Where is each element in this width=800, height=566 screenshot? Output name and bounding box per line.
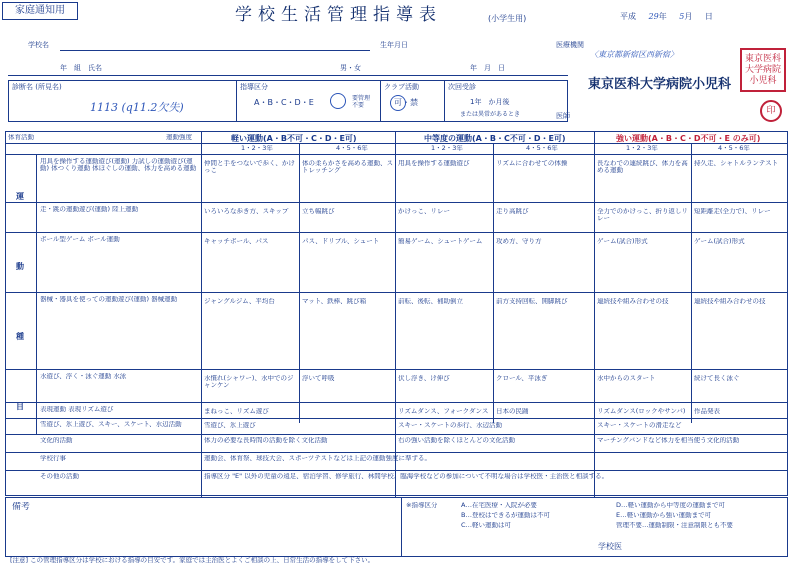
side-mid: 動 <box>16 262 24 271</box>
cell-mid-low: リズムダンス、フォークダンス <box>398 408 489 415</box>
birth-label: 生年月日 <box>380 41 408 49</box>
cell-strong-low: 長なわでの連続跳び、体力を高める運動 <box>597 160 688 175</box>
date-year: 29 <box>648 12 659 21</box>
row-name: 水遊び、浮く・泳ぐ運動 水泳 <box>40 373 127 380</box>
col-strong: 強い運動(A・B・C・D不可・E のみ可) <box>616 134 761 143</box>
cell-mid-high: クロール、平泳ぎ <box>496 375 548 382</box>
cell-strong-high: 作品発表 <box>694 408 720 415</box>
grade-light-high: 4・5・6年 <box>336 145 368 152</box>
legend-management: 管理不要…運動制限・注意制限とも不要 <box>616 522 733 529</box>
grade-mid-high: 4・5・6年 <box>526 145 558 152</box>
legend-b: B…登校はできるが運動は不可 <box>461 512 550 519</box>
cell-mid-low: 簡易ゲーム、シュートゲーム <box>398 238 483 245</box>
cell-strong-low: リズムダンス(ロックやサンバ) <box>597 408 686 415</box>
cell-strong-low: 連続技や組み合わせの技 <box>597 298 669 305</box>
culture-light: 体力の必要な長時間の活動を除く文化活動 <box>204 437 328 444</box>
grade-light-low: 1・2・3年 <box>241 145 273 152</box>
cell-mid-high: 日本の民踊 <box>496 408 529 415</box>
cell-strong-high: 続けて長く泳ぐ <box>694 375 740 382</box>
cell-strong-low: ゲーム(試合)形式 <box>597 238 648 245</box>
institution-label: 医療機関 <box>556 41 584 49</box>
category-circle-mark <box>330 93 346 109</box>
cell-light-low: ジャングルジム、平均台 <box>204 298 275 305</box>
col-mid: 中等度の運動(A・B・C不可・D・E可) <box>424 134 566 143</box>
cell-light-low: いろいろな歩き方、スキップ <box>204 208 289 215</box>
side-bottom: 目 <box>16 402 24 411</box>
doctor-label: 医師 <box>556 112 570 120</box>
cell-mid-high: 走り高跳び <box>496 208 529 215</box>
next-visit-value: 1年 か月後 <box>470 98 510 106</box>
address-note: 〈東京都新宿区西新宿〉 <box>590 50 678 59</box>
col-light: 軽い運動(A・B不可・C・D・E可) <box>231 134 357 143</box>
cell-mid-high: リズムに合わせての体操 <box>496 160 568 167</box>
next-visit-label: 次回受診 <box>448 83 476 91</box>
cell-mid-low: 伏し浮き、け伸び <box>398 375 450 382</box>
cell-strong-high: ゲーム(試合)形式 <box>694 238 745 245</box>
form-subtitle: (小学生用) <box>488 14 527 23</box>
other-label: その他の活動 <box>40 473 79 480</box>
club-circle-mark <box>390 95 406 111</box>
cell-light-high: 体の柔らかさを高める運動、ストレッチング <box>302 160 393 175</box>
row-name: 走・跳の運動遊び(運動) 陸上運動 <box>40 206 139 213</box>
cell-strong-low: 全力でのかけっこ、折り返しリレー <box>597 208 688 223</box>
cell-mid-low: 前転、後転、補助倒立 <box>398 298 463 305</box>
row-name: 雪遊び、氷上遊び、スキー、スケート、水辺活動 <box>40 421 182 428</box>
legend-label: ※指導区分 <box>406 502 438 509</box>
other-text: 指導区分 "E" 以外の児童の遠足、宿泊学習、修学旅行、林間学校、臨海学校などの参加について不明な場合は学校医・主治医と相談する。 <box>204 473 609 480</box>
row-name: 表現運動 表現リズム遊び <box>40 406 114 413</box>
form-date <box>620 12 713 21</box>
cell-light-low: 仲間と手をつないで歩く、かけっこ <box>204 160 295 175</box>
cell-mid-high: 前方支持回転、開脚跳び <box>496 298 568 305</box>
event-label: 学校行事 <box>40 455 66 462</box>
age-label: 年 月 日 <box>470 64 505 72</box>
remarks-label: 備考 <box>12 502 31 512</box>
date-year-unit: 年 <box>658 12 667 21</box>
category-options: A・B・C・D・E <box>254 98 314 107</box>
form-title: 学校生活管理指導表 <box>235 5 442 25</box>
sex-label: 男・女 <box>340 64 361 72</box>
hospital-stamp: 東京医科大学病院小児科 <box>740 48 786 92</box>
category-note: 要管理 不要 <box>352 95 371 109</box>
club-options: 可・禁 <box>394 98 418 107</box>
cell-strong-high: 短距離走(全力で)、リレー <box>694 208 771 215</box>
diagnosis-value: 1113 (q11.2欠失) <box>90 101 184 114</box>
cell-light-high: 立ち幅跳び <box>302 208 335 215</box>
col-group: 運動強度 <box>166 134 192 141</box>
legend-e: E…軽い運動から強い運動まで可 <box>616 512 712 519</box>
culture-label: 文化的活動 <box>40 437 73 444</box>
cell-strong-low: 水中からのスタート <box>597 375 656 382</box>
date-month-unit: 月 <box>684 12 693 21</box>
category-label: 指導区分 <box>240 83 268 91</box>
cell-mid-low: 用具を操作する運動遊び <box>398 160 470 167</box>
culture-strong: マーチングバンドなど体力を相当使う文化的活動 <box>597 437 740 444</box>
culture-mid: 右の強い活動を除くほとんどの文化活動 <box>398 437 515 444</box>
doctor-seal: 印 <box>760 100 782 122</box>
cell-mid-high: 攻め方、守り方 <box>496 238 542 245</box>
row-name: 器械・器具を使っての運動遊び(運動) 器械運動 <box>40 296 178 303</box>
date-era: 平成 <box>620 12 636 21</box>
grade-strong-low: 1・2・3年 <box>626 145 658 152</box>
cell-strong-low: スキー・スケートの滑走など <box>597 422 682 429</box>
legend-a: A…在宅医療・入院が必要 <box>461 502 537 509</box>
cell-light-low: 水慣れ(シャワー)、水中でのジャンケン <box>204 375 294 390</box>
grade-strong-high: 4・5・6年 <box>718 145 750 152</box>
date-day-unit: 日 <box>704 12 713 21</box>
cell-light-high: 浮いて呼吸 <box>302 375 335 382</box>
cell-light-low: キャッチボール、パス <box>204 238 269 245</box>
row-name: 用具を操作する運動遊び(運動) 力試しの運動遊び(運動) 体つくり運動 体ほぐしの運動、体力を高める運動 <box>40 158 197 173</box>
cell-light-low: まねっこ、リズム遊び <box>204 408 269 415</box>
side-kind: 種 <box>16 332 24 341</box>
next-visit-note: または異常があるとき <box>460 111 521 118</box>
cell-light-low: 雪遊び、氷上遊び <box>204 422 256 429</box>
grade-mid-low: 1・2・3年 <box>431 145 463 152</box>
grade-name-label: 年 組 氏名 <box>60 64 102 72</box>
legend-c: C…軽い運動は可 <box>461 522 512 529</box>
cell-light-high: パス、ドリブル、シュート <box>302 238 380 245</box>
family-notice-tag: 家庭通知用 <box>2 2 78 20</box>
col-kind: 体育活動 <box>8 134 34 141</box>
remarks-box <box>5 497 788 557</box>
cell-light-high: マット、鉄棒、跳び箱 <box>302 298 367 305</box>
row-name: ボール型ゲーム ボール運動 <box>40 236 120 243</box>
date-month: 5 <box>679 12 685 21</box>
activity-table <box>5 131 788 496</box>
cell-mid-low: かけっこ、リレー <box>398 208 450 215</box>
hospital-name: 東京医科大学病院小児科 <box>588 77 732 92</box>
diagnosis-label: 診断名 (所見名) <box>12 83 62 91</box>
school-doctor-label: 学校医 <box>598 542 622 551</box>
club-label: クラブ活動 <box>384 83 419 91</box>
side-top: 運 <box>16 192 24 201</box>
cell-strong-high: 連続技や組み合わせの技 <box>694 298 766 305</box>
school-label: 学校名 <box>28 41 49 49</box>
cell-strong-high: 持久走、シャトルランテスト <box>694 160 779 167</box>
footer-note: [注意] この管理指導区分は学校における指導の目安です。家庭では主治医とよくご相談の上、日常生活の指導をして下さい。 <box>10 556 375 564</box>
legend-d: D…軽い運動から中等度の運動まで可 <box>616 502 726 509</box>
cell-mid-low: スキー・スケートの歩行、水辺活動 <box>398 422 502 429</box>
event-text: 運動会、体育祭、球技大会、スポーツテストなどは上記の運動強度に準ずる。 <box>204 455 431 462</box>
